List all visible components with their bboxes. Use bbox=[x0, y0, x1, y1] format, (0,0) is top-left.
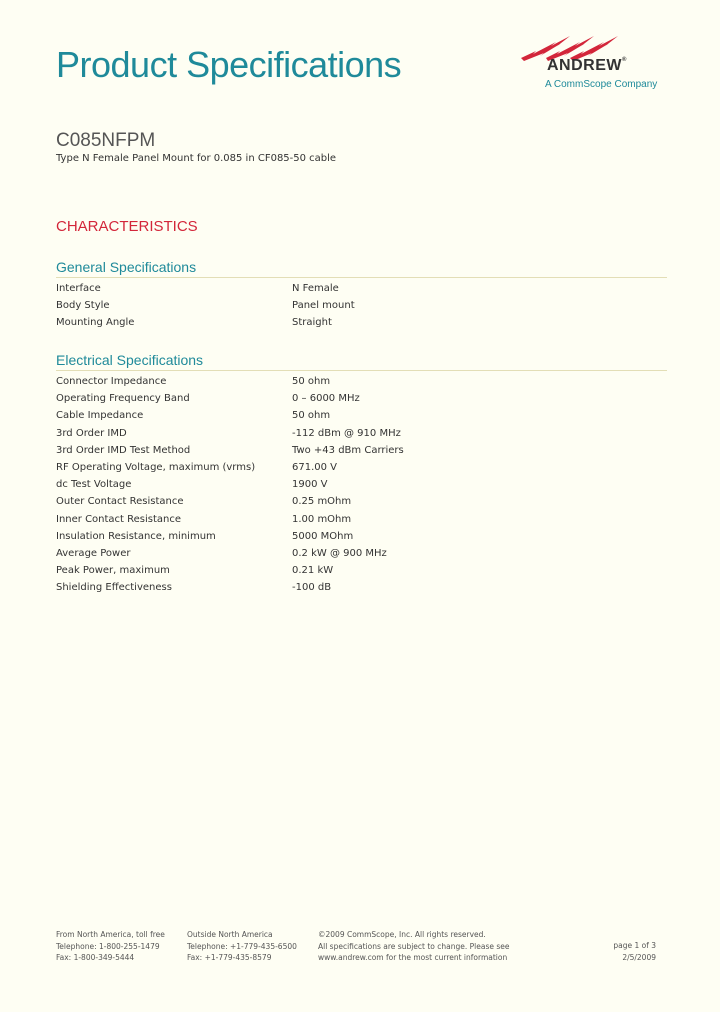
spec-value: 0 – 6000 MHz bbox=[292, 393, 360, 405]
spec-value: 1900 V bbox=[292, 479, 328, 491]
spec-value: 0.25 mOhm bbox=[292, 496, 352, 508]
page-title: Product Specifications bbox=[56, 44, 402, 85]
spec-row bbox=[56, 314, 667, 331]
spec-row bbox=[56, 280, 667, 297]
spec-value: -100 dB bbox=[292, 582, 332, 594]
spec-value: Two +43 dBm Carriers bbox=[292, 444, 404, 456]
part-number: C085NFPM bbox=[56, 130, 156, 151]
spec-row bbox=[56, 373, 667, 390]
product-description: Type N Female Panel Mount for 0.085 in CF085-50 cable bbox=[56, 153, 337, 164]
spec-value: 0.21 kW bbox=[292, 565, 334, 577]
spec-label: Peak Power, maximum bbox=[56, 565, 170, 577]
spec-value: 1.00 mOhm bbox=[292, 513, 352, 525]
electrical-spec-rows bbox=[56, 373, 667, 596]
spec-value: -112 dBm @ 910 MHz bbox=[292, 427, 401, 439]
spec-label: Interface bbox=[56, 283, 101, 294]
spec-label: Cable Impedance bbox=[56, 410, 144, 422]
spec-label: Mounting Angle bbox=[56, 317, 135, 329]
footer-outside-fax: Fax: +1-779-435-8579 bbox=[187, 953, 272, 962]
general-specifications bbox=[56, 258, 667, 332]
page-number: page 1 of 3 bbox=[613, 941, 656, 950]
footer-na-heading: From North America, toll free bbox=[56, 930, 165, 939]
spec-row bbox=[56, 511, 667, 528]
footer-legal bbox=[318, 929, 510, 964]
andrew-logo bbox=[518, 34, 663, 94]
spec-value: N Female bbox=[292, 283, 339, 294]
spec-row bbox=[56, 442, 667, 459]
spec-value: Panel mount bbox=[292, 300, 355, 312]
electrical-specifications-title: Electrical Specifications bbox=[56, 351, 667, 371]
spec-label: Body Style bbox=[56, 300, 110, 312]
spec-row bbox=[56, 407, 667, 424]
spec-value: 50 ohm bbox=[292, 376, 331, 387]
spec-row bbox=[56, 562, 667, 579]
footer-north-america bbox=[56, 929, 165, 964]
spec-label: 3rd Order IMD Test Method bbox=[56, 444, 191, 456]
spec-row bbox=[56, 390, 667, 407]
spec-value: 50 ohm bbox=[292, 410, 331, 422]
logo-wordmark: ANDREW® bbox=[547, 57, 627, 74]
document-date: 2/5/2009 bbox=[622, 952, 656, 962]
spec-value: 5000 MOhm bbox=[292, 530, 354, 542]
spec-label: Outer Contact Resistance bbox=[56, 496, 184, 508]
spec-label: Operating Frequency Band bbox=[56, 393, 190, 405]
footer-na-fax: Fax: 1-800-349-5444 bbox=[56, 953, 135, 962]
spec-row bbox=[56, 545, 667, 562]
electrical-specifications bbox=[56, 351, 667, 596]
spec-row bbox=[56, 493, 667, 510]
spec-label: Insulation Resistance, minimum bbox=[56, 530, 216, 542]
spec-label: Average Power bbox=[56, 547, 131, 559]
footer-outside-heading: Outside North America bbox=[187, 930, 273, 939]
footer-outside-north-america bbox=[187, 929, 297, 964]
spec-label: Inner Contact Resistance bbox=[56, 513, 182, 525]
spec-row bbox=[56, 476, 667, 493]
spec-value: 0.2 kW @ 900 MHz bbox=[292, 547, 387, 559]
logo-tagline: A CommScope Company bbox=[545, 79, 658, 90]
spec-label: dc Test Voltage bbox=[56, 479, 132, 491]
general-spec-rows bbox=[56, 280, 667, 332]
footer-web: www.andrew.com for the most current information bbox=[318, 953, 508, 962]
characteristics-heading: CHARACTERISTICS bbox=[56, 218, 198, 235]
footer-na-telephone: Telephone: 1-800-255-1479 bbox=[56, 941, 160, 951]
footer-copyright: ©2009 CommScope, Inc. All rights reserved. bbox=[318, 930, 486, 939]
footer-page-info bbox=[613, 940, 656, 963]
footer-outside-telephone: Telephone: +1-779-435-6500 bbox=[187, 941, 297, 951]
spec-row bbox=[56, 297, 667, 314]
spec-row bbox=[56, 528, 667, 545]
spec-row bbox=[56, 425, 667, 442]
spec-value: Straight bbox=[292, 317, 332, 329]
spec-label: RF Operating Voltage, maximum (vrms) bbox=[56, 461, 256, 473]
spec-value: 671.00 V bbox=[292, 461, 338, 473]
spec-label: Connector Impedance bbox=[56, 376, 167, 387]
spec-row bbox=[56, 579, 667, 596]
spec-label: Shielding Effectiveness bbox=[56, 582, 172, 594]
footer-notice: All specifications are subject to change. Please see bbox=[318, 941, 510, 951]
spec-label: 3rd Order IMD bbox=[56, 427, 127, 439]
general-specifications-title: General Specifications bbox=[56, 258, 667, 278]
spec-row bbox=[56, 459, 667, 476]
